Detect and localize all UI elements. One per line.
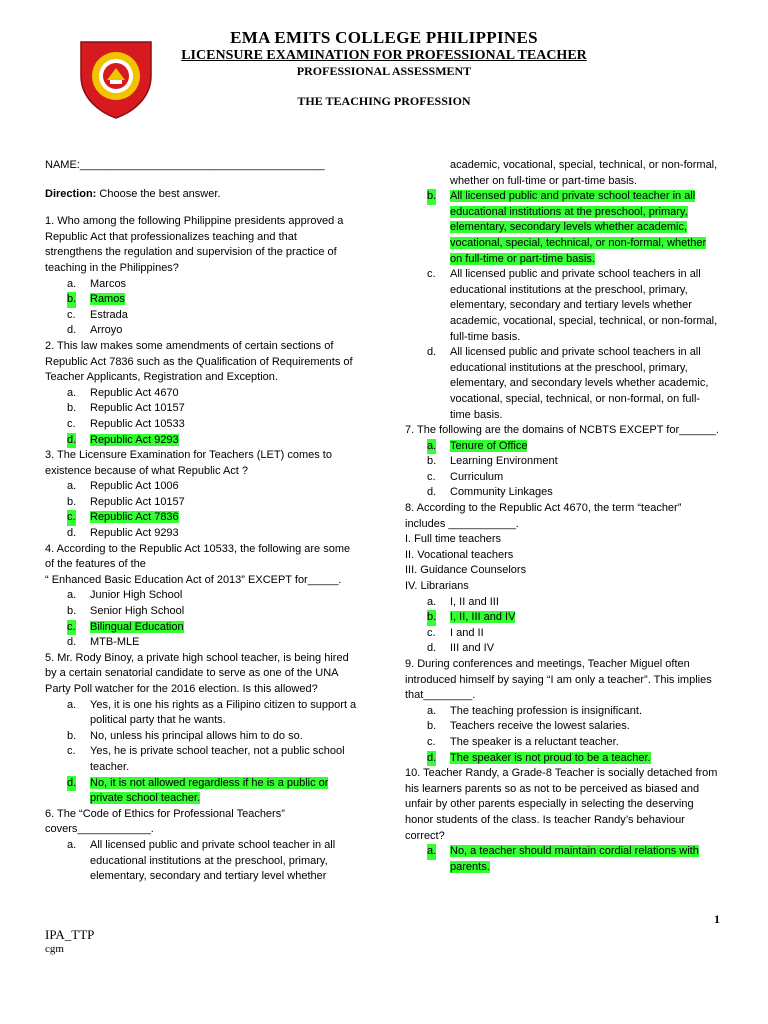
q6-option-a-continued: academic, vocational, special, technical, or non-formal, whether on full-time or part-time basis.	[450, 159, 718, 187]
question-10-options	[405, 844, 720, 875]
option-text-answer: The speaker is not proud to be a teacher.	[450, 751, 651, 764]
q1-option-c[interactable]	[45, 308, 357, 324]
school-logo-icon	[77, 36, 155, 120]
q4-option-c[interactable]	[45, 620, 357, 636]
q1-option-a[interactable]	[45, 277, 357, 293]
q7-option-c[interactable]	[405, 470, 720, 486]
exam-title: LICENSURE EXAMINATION FOR PROFESSIONAL TEACHER	[181, 48, 587, 63]
option-letter: b.	[67, 729, 77, 742]
option-letter: c.	[427, 735, 436, 748]
option-letter: c.	[427, 268, 436, 281]
question-8-options	[405, 595, 720, 657]
option-letter: b.	[67, 292, 76, 308]
option-letter: a.	[427, 844, 436, 860]
question-10: 10. Teacher Randy, a Grade-8 Teacher is socially detached from his learners parents so as not to be perceived as biased and unfair by other parents especially in selecting the deserving honor students of the class. Is teacher Randy’s behaviour correct?	[405, 767, 718, 842]
q8-item: IV. Librarians	[405, 580, 469, 593]
q5-option-d[interactable]	[45, 776, 357, 807]
q8-option-d[interactable]	[405, 641, 720, 657]
option-text: Republic Act 10533	[90, 417, 185, 430]
option-text-answer: I, II, III and IV	[450, 611, 516, 624]
option-text: The teaching profession is insignificant.	[450, 704, 642, 717]
option-letter: a.	[67, 386, 77, 399]
question-9: 9. During conferences and meetings, Teacher Miguel often introduced himself by saying “I am only a teacher”. This implies that________.	[405, 658, 712, 702]
option-letter: d.	[67, 636, 77, 649]
option-letter: a.	[427, 439, 436, 455]
question-7-options	[405, 439, 720, 501]
option-text: I and II	[450, 626, 484, 639]
option-text: Estrada	[90, 308, 128, 321]
q2-option-d[interactable]	[45, 433, 357, 449]
q5-option-b[interactable]	[45, 729, 357, 745]
option-text-answer: All licensed public and private school teacher in all educational institutions at the preschool, primary, elementary, secondary levels whether academic, vocational, special, technical, or non-formal, whether on full-time or part-time basis.	[450, 190, 707, 265]
direction-label: Direction:	[45, 187, 97, 200]
option-text: Arroyo	[90, 324, 123, 337]
option-letter: c.	[67, 745, 76, 758]
option-text: All licensed public and private school teachers in all educational institutions at the preschool, primary, elementary, secondary and tertiary levels whether academic, vocational, special, technical, or non-formal, full-time basis.	[450, 268, 718, 343]
q2-option-a[interactable]	[45, 386, 357, 402]
option-text-answer: No, it is not allowed regardless if he is a public or private school teacher.	[90, 776, 329, 805]
q8-item: I. Full time teachers	[405, 533, 501, 546]
option-text: Republic Act 1006	[90, 480, 179, 493]
q4-option-a[interactable]	[45, 588, 357, 604]
option-text-answer: Bilingual Education	[90, 620, 184, 633]
option-text: MTB-MLE	[90, 636, 140, 649]
option-text-answer: Tenure of Office	[450, 439, 528, 452]
direction-text: Choose the best answer.	[96, 187, 221, 200]
option-letter: a.	[67, 480, 77, 493]
q1-option-d[interactable]	[45, 323, 357, 339]
q4-option-b[interactable]	[45, 604, 357, 620]
q5-option-a[interactable]	[45, 698, 357, 729]
question-1: 1. Who among the following Philippine presidents approved a Republic Act that professionalizes teaching and that strengthens the regulation and supervision of the practice of teaching in the Philippines?	[45, 215, 344, 274]
option-text-answer: No, a teacher should maintain cordial relations with parents.	[450, 845, 699, 873]
q7-option-d[interactable]	[405, 485, 720, 501]
q1-option-b[interactable]	[45, 292, 357, 308]
q3-option-d[interactable]	[45, 526, 357, 542]
option-text: All licensed public and private school teacher in all educational institutions at the preschool, primary, elementary, secondary and tertiary level whether	[90, 838, 336, 883]
q8-option-c[interactable]	[405, 626, 720, 642]
q4-option-d[interactable]	[45, 635, 357, 651]
direction	[45, 187, 357, 203]
option-text-answer: Republic Act 7836	[90, 511, 179, 524]
option-text-answer: Ramos	[90, 293, 125, 306]
question-4: 4. According to the Republic Act 10533, the following are some of the features of the	[45, 542, 351, 571]
q9-option-d[interactable]	[405, 751, 720, 767]
q9-option-a[interactable]	[405, 704, 720, 720]
option-letter: c.	[67, 620, 76, 636]
question-9-options	[405, 704, 720, 766]
q6-option-c[interactable]	[405, 267, 720, 345]
option-text: No, unless his principal allows him to do so.	[90, 729, 303, 742]
question-2-options	[45, 386, 357, 448]
option-text: Community Linkages	[450, 486, 553, 499]
footer-code: IPA_TTP	[45, 927, 95, 942]
option-letter: d.	[67, 527, 77, 540]
name-field[interactable]: NAME:________________________________________	[45, 159, 325, 171]
q3-option-c[interactable]	[45, 510, 357, 526]
question-3: 3. The Licensure Examination for Teachers (LET) comes to existence because of what Republic Act ?	[45, 449, 332, 477]
left-column	[45, 158, 357, 885]
question-4-options	[45, 588, 357, 650]
option-text: Marcos	[90, 277, 127, 290]
option-text: Senior High School	[90, 605, 185, 618]
option-text: The speaker is a reluctant teacher.	[450, 735, 619, 748]
option-letter: b.	[427, 720, 437, 733]
option-letter: c.	[427, 626, 436, 639]
q7-option-a[interactable]	[405, 439, 720, 455]
question-1-options	[45, 277, 357, 339]
option-text: Yes, it is one his rights as a Filipino citizen to support a political party that he wants.	[90, 698, 357, 727]
question-6-options	[45, 838, 357, 885]
option-letter: d.	[427, 751, 436, 767]
q10-option-a[interactable]	[405, 844, 720, 875]
right-column	[405, 158, 720, 875]
q9-option-c[interactable]	[405, 735, 720, 751]
option-text: I, II and III	[450, 595, 499, 608]
q3-option-a[interactable]	[45, 479, 357, 495]
q2-option-c[interactable]	[45, 417, 357, 433]
option-text: Junior High School	[90, 589, 183, 602]
q6-option-b[interactable]	[405, 189, 720, 267]
option-text-answer: Republic Act 9293	[90, 433, 179, 446]
option-letter: b.	[67, 495, 77, 508]
option-text: All licensed public and private school teachers in all educational institutions at the preschool, primary, elementary, and secondary levels whether academic, vocational, special, technical, or non-formal, on full-time basis.	[450, 346, 709, 421]
option-letter: d.	[427, 346, 437, 359]
question-6-options-continued	[405, 189, 720, 423]
option-letter: b.	[427, 189, 436, 205]
option-letter: d.	[427, 642, 437, 655]
option-letter: b.	[67, 402, 77, 415]
question-4-continued: “ Enhanced Basic Education Act of 2013” EXCEPT for_____.	[45, 573, 342, 586]
option-text: Curriculum	[450, 470, 504, 483]
q3-option-b[interactable]	[45, 495, 357, 511]
option-letter: a.	[67, 277, 77, 290]
option-text: Republic Act 9293	[90, 527, 179, 540]
option-letter: a.	[427, 704, 437, 717]
option-text: Republic Act 10157	[90, 495, 185, 508]
footer-initials: cgm	[45, 943, 64, 955]
option-text: Republic Act 10157	[90, 402, 185, 415]
option-text: Yes, he is private school teacher, not a public school teacher.	[90, 745, 345, 773]
option-letter: b.	[427, 455, 437, 468]
option-letter: d.	[67, 776, 76, 792]
page-number: 1	[714, 912, 720, 926]
question-7: 7. The following are the domains of NCBTS EXCEPT for______.	[405, 424, 719, 437]
option-letter: c.	[67, 308, 76, 321]
q9-option-b[interactable]	[405, 719, 720, 735]
question-6: 6. The “Code of Ethics for Professional Teachers” covers____________.	[45, 807, 285, 836]
option-letter: a.	[67, 838, 77, 851]
school-name: EMA EMITS COLLEGE PHILIPPINES	[230, 28, 538, 47]
option-text: III and IV	[450, 642, 495, 655]
q5-option-c[interactable]	[45, 744, 357, 775]
option-letter: b.	[67, 605, 77, 618]
option-letter: d.	[67, 324, 77, 337]
q8-option-b[interactable]	[405, 610, 720, 626]
question-8: 8. According to the Republic Act 4670, the term “teacher” includes ___________.	[405, 502, 682, 530]
option-letter: c.	[67, 417, 76, 430]
option-letter: d.	[67, 433, 76, 449]
option-text: Learning Environment	[450, 455, 558, 468]
q8-option-a[interactable]	[405, 595, 720, 611]
option-letter: c.	[427, 470, 436, 483]
subject-title: THE TEACHING PROFESSION	[297, 94, 471, 108]
q8-item: III. Guidance Counselors	[405, 564, 527, 577]
assessment-title: PROFESSIONAL ASSESSMENT	[296, 64, 472, 78]
option-letter: c.	[67, 510, 76, 526]
option-text: Republic Act 4670	[90, 386, 179, 399]
question-5: 5. Mr. Rody Binoy, a private high school teacher, is being hired by a certain senatorial candidate to serve as one of the UNA Party Poll watcher for the 2016 election. Is this allowed?	[45, 651, 349, 695]
question-5-options	[45, 698, 357, 807]
q7-option-b[interactable]	[405, 454, 720, 470]
question-3-options	[45, 479, 357, 541]
option-letter: d.	[427, 486, 437, 499]
option-letter: b.	[427, 610, 436, 626]
q2-option-b[interactable]	[45, 401, 357, 417]
option-letter: a.	[67, 589, 77, 602]
option-letter: a.	[67, 698, 77, 711]
option-text: Teachers receive the lowest salaries.	[450, 720, 630, 733]
question-2: 2. This law makes some amendments of certain sections of Republic Act 7836 such as the Qualification of Requirements of Teacher Applicants, Registration and Exception.	[45, 339, 353, 384]
option-letter: a.	[427, 595, 437, 608]
q8-item: II. Vocational teachers	[405, 548, 514, 561]
q6-option-d[interactable]	[405, 345, 720, 423]
q6-option-a[interactable]	[45, 838, 357, 885]
